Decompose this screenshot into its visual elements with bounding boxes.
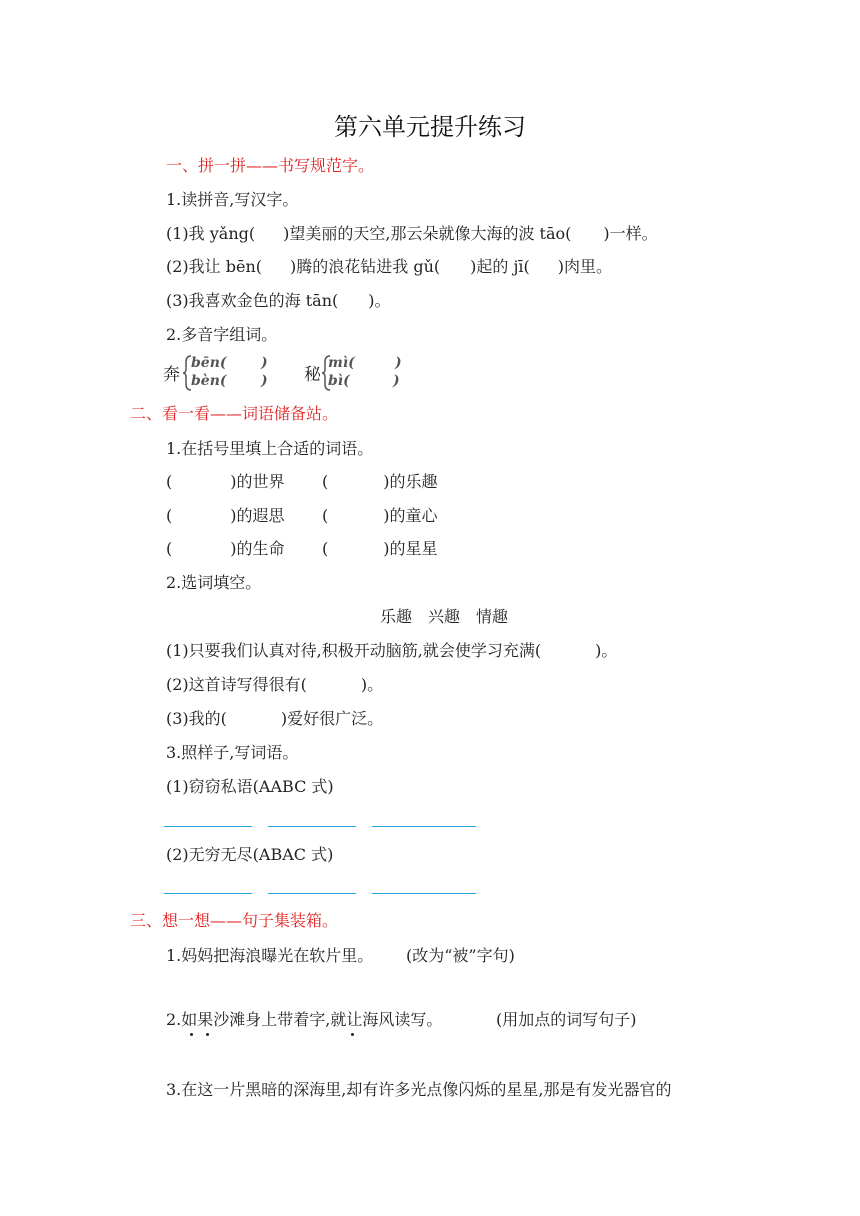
section-1-heading: 一、拼一拼——书写规范字。 bbox=[166, 156, 375, 175]
phrase: 的世界 bbox=[236, 472, 285, 491]
polyphone-option: bēn( bbox=[191, 355, 227, 371]
fill-row bbox=[322, 539, 438, 559]
polyphone-char-mi: 秘 bbox=[304, 365, 321, 385]
close-paren: ) bbox=[383, 472, 390, 491]
open-paren: ( bbox=[322, 539, 329, 558]
pinyin-line-3 bbox=[166, 291, 391, 311]
text: )望美丽的天空,那云朵就像大海的波 tāo( bbox=[283, 224, 572, 243]
question-3-1: 1.妈妈把海浪曝光在软片里。 bbox=[166, 946, 374, 965]
pinyin-line-1 bbox=[166, 224, 658, 244]
answer-line[interactable] bbox=[268, 826, 356, 827]
open-paren: ( bbox=[166, 506, 173, 525]
answer-line[interactable] bbox=[268, 893, 356, 894]
open-paren: ( bbox=[322, 506, 329, 525]
text: (3)我喜欢金色的海 tān( bbox=[166, 291, 339, 310]
word-bank: 乐趣 兴趣 情趣 bbox=[380, 607, 509, 626]
answer-line[interactable] bbox=[164, 826, 252, 827]
close-paren: ) bbox=[383, 506, 390, 525]
close-paren: ) bbox=[261, 355, 268, 371]
close-paren: ) bbox=[261, 373, 268, 389]
emphasis-dot bbox=[351, 1033, 354, 1036]
pinyin-line-2 bbox=[166, 257, 612, 277]
open-paren: ( bbox=[166, 472, 173, 491]
section-2-heading: 二、看一看——词语储备站。 bbox=[130, 404, 339, 423]
example-2: (2)无穷无尽(ABAC 式) bbox=[166, 845, 334, 864]
emphasis-dot bbox=[206, 1033, 209, 1036]
fill-row bbox=[166, 539, 285, 559]
question-1-1: 1.读拼音,写汉字。 bbox=[166, 190, 299, 209]
phrase: 的星星 bbox=[389, 539, 438, 558]
answer-line[interactable] bbox=[372, 826, 476, 827]
phrase: 的遐思 bbox=[236, 506, 285, 525]
question-3-1-instruction: (改为“被”字句) bbox=[406, 946, 515, 965]
text: (1)我 yǎng( bbox=[166, 224, 256, 243]
open-paren: ( bbox=[322, 472, 329, 491]
polyphone-option: bì( bbox=[328, 373, 350, 389]
close-paren: ) bbox=[230, 472, 237, 491]
fill-sentence-3 bbox=[166, 709, 383, 729]
close-paren: ) bbox=[383, 539, 390, 558]
example-1: (1)窃窃私语(AABC 式) bbox=[166, 777, 334, 796]
question-3-3: 3.在这一片黑暗的深海里,却有许多光点像闪烁的星星,那是有发光器官的 bbox=[166, 1080, 672, 1099]
phrase: 的生命 bbox=[236, 539, 285, 558]
polyphone-option: bèn( bbox=[191, 373, 227, 389]
question-3-2: 2.如果沙滩身上带着字,就让海风读写。 bbox=[166, 1010, 443, 1029]
close-paren: ) bbox=[393, 373, 400, 389]
answer-line[interactable] bbox=[164, 893, 252, 894]
phrase: 的乐趣 bbox=[389, 472, 438, 491]
text: (2)这首诗写得很有( bbox=[166, 675, 307, 694]
fill-row bbox=[322, 472, 438, 492]
answer-line[interactable] bbox=[372, 893, 476, 894]
text: )。 bbox=[595, 641, 618, 660]
question-2-1: 1.在括号里填上合适的词语。 bbox=[166, 439, 374, 458]
question-2-2: 2.选词填空。 bbox=[166, 573, 262, 592]
text: )腾的浪花钻进我 gǔ( bbox=[290, 257, 441, 276]
text: )起的 jī( bbox=[470, 257, 530, 276]
question-3-2-instruction: (用加点的词写句子) bbox=[496, 1010, 637, 1029]
fill-row bbox=[322, 506, 438, 526]
fill-row bbox=[166, 472, 285, 492]
text: )。 bbox=[360, 675, 384, 694]
fill-row bbox=[166, 506, 285, 526]
phrase: 的童心 bbox=[389, 506, 438, 525]
open-paren: ( bbox=[166, 539, 173, 558]
text: )。 bbox=[368, 291, 391, 310]
question-1-2: 2.多音字组词。 bbox=[166, 325, 278, 344]
text: (3)我的( bbox=[166, 709, 227, 728]
fill-sentence-1 bbox=[166, 641, 617, 661]
text: (2)我让 bēn( bbox=[166, 257, 263, 276]
emphasis-dot bbox=[190, 1033, 193, 1036]
polyphone-option: mì( bbox=[328, 355, 355, 371]
fill-sentence-2 bbox=[166, 675, 383, 695]
text: )爱好很广泛。 bbox=[280, 709, 384, 728]
text: )一样。 bbox=[603, 224, 658, 243]
section-3-heading: 三、想一想——句子集装箱。 bbox=[130, 911, 339, 930]
page-title: 第六单元提升练习 bbox=[334, 113, 526, 141]
close-paren: ) bbox=[230, 506, 237, 525]
close-paren: ) bbox=[395, 355, 402, 371]
close-paren: ) bbox=[230, 539, 237, 558]
text: (1)只要我们认真对待,积极开动脑筋,就会使学习充满( bbox=[166, 641, 542, 660]
text: )肉里。 bbox=[557, 257, 613, 276]
polyphone-char-ben: 奔 bbox=[163, 365, 180, 385]
question-2-3: 3.照样子,写词语。 bbox=[166, 743, 299, 762]
